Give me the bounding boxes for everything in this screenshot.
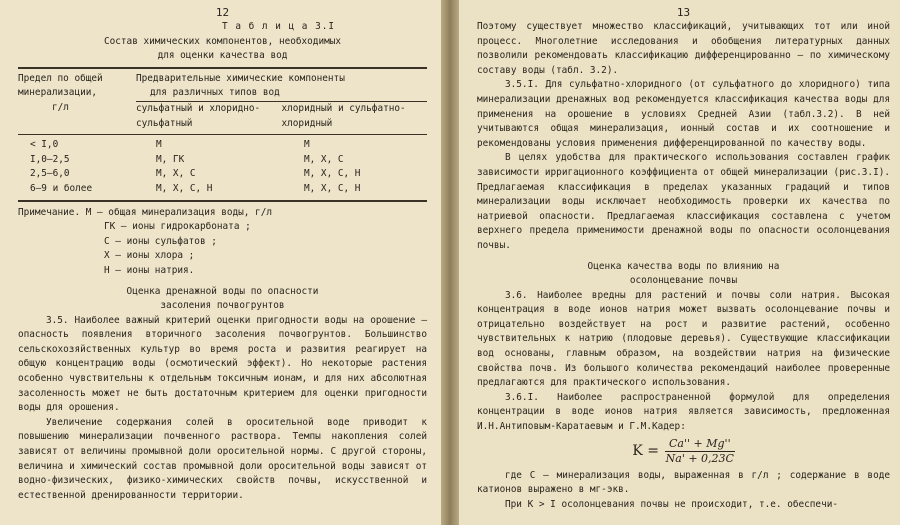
table-note (18, 206, 427, 279)
table-row (18, 167, 427, 182)
table-row (18, 138, 427, 153)
paragraph: В целях удобства для практического использования составлен график зависимости ирригационного коэффициента от общей минерализации (рис.3.I). Предлагаемая классификация в пределах указанных градаций и типов минерализации воды исключает необходимость проверки их качества по натриевой опасности. Предлагаемая классификация составлена с учетом верхнего предела применимости дренажной воды по опасности осолонцевания почвы. (477, 152, 890, 251)
page-number-left: 12 (215, 6, 230, 19)
table-bottom-rule (18, 200, 427, 202)
cell-sulfate: М (156, 139, 162, 151)
cell-chloride: М (304, 139, 310, 151)
table-header (18, 72, 427, 131)
page-number-right: 13 (676, 6, 691, 19)
paragraph: 3.5. Наиболее важный критерий оценки пригодности воды на орошение – опасность появления вторичного засоления почвогрунтов. Большинство сельскохозяйственных культур во время роста и развития реагирует на общую концентрацию воды (осмотический эффект). Но некоторые растения особенно чувствительны к отдельным токсичным ионам, и для них абсолютная засоленность может не быть достаточным критерием для оценки пригодности воды для орошения. (18, 314, 427, 414)
section-title-line2: осолонцевание почвы (629, 275, 738, 287)
header-col1-line3: г/л (52, 101, 69, 113)
paragraph: При К > I осолонцевания почвы не происходит, т.е. обеспечи- (505, 498, 839, 510)
cell-range: 6–9 и более (30, 182, 93, 194)
section-title-line1: Оценка дренажной воды по опасности (126, 285, 319, 297)
header-col2-line2: для различных типов вод (150, 87, 280, 99)
book-spine (441, 0, 459, 525)
formula-denominator: Na' + 0,23C (665, 452, 734, 466)
cell-chloride: М, Х, С (304, 153, 344, 165)
header-col1-line2: минерализации, (18, 87, 98, 99)
cell-chloride: М, Х, С, Н (304, 168, 361, 180)
table-caption-line1: Состав химических компонентов, необходимых (103, 35, 342, 47)
header-col2-line1: Предварительные химические компоненты (136, 72, 345, 84)
formula (477, 437, 890, 467)
left-page (0, 0, 441, 525)
cell-range: < I,0 (30, 139, 59, 151)
cell-chloride: М, Х, С, Н (304, 182, 361, 194)
note-line: Х – ионы хлора ; (104, 250, 195, 262)
cell-range: 2,5–6,0 (30, 168, 70, 180)
section-title-line1: Оценка качества воды по влиянию на (587, 260, 780, 272)
table-body (18, 138, 427, 196)
note-line: Примечание. М – общая минерализация воды, г/л (18, 206, 272, 218)
table-row (18, 153, 427, 168)
note-line: ГК – ионы гидрокарбоната ; (104, 221, 251, 233)
table-label: Т а б л и ц а 3.I (222, 21, 335, 32)
right-page (459, 0, 900, 525)
header-subcols (136, 101, 427, 131)
table-row (18, 182, 427, 197)
paragraph: 3.6. Наиболее вредны для растений и почвы соли натрия. Высокая концентрация в воде ионов натрия может вызвать осолонцевание почвы и отрицательно воздействует на рост и развитие растений, особенно чувствительных к натрию (плодовые деревья). Существующие классификации вод основаны, главным образом, на воздействии натрия на физические свойства почв. Из большого количества рекомендаций наиболее проверенные предлагаются для практического использования. (477, 289, 890, 389)
table-header-rule (18, 134, 427, 135)
section-title-line2: засоления почвогрунтов (160, 300, 285, 312)
formula-numerator: Ca'' + Mg'' (665, 437, 735, 453)
header-col1 (18, 72, 136, 131)
header-col1-line1: Предел по общей (18, 72, 103, 84)
header-sub1: сульфатный и хлоридно- сульфатный (136, 102, 261, 129)
cell-sulfate: М, ГК (156, 153, 185, 165)
note-line: Н – ионы натрия. (104, 264, 195, 276)
formula-fraction (665, 437, 735, 467)
table-top-rule (18, 67, 427, 69)
cell-sulfate: М, Х, С, Н (156, 182, 213, 194)
cell-range: I,0–2,5 (30, 153, 70, 165)
formula-k: K = (632, 443, 660, 460)
table-caption-line2: для оценки качества вод (157, 50, 288, 62)
cell-sulfate: М, Х, С (156, 168, 196, 180)
paragraph: 3.5.I. Для сульфатно-хлоридного (от сульфатного до хлоридного) типа минерализации дренажных вод рекомендуется классификация качества воды для применения на орошение в условиях Средней Азии (табл.3.2). В ней учитываются общая минерализация, ионный состав и их соотношение и рекомендованы условия применения дифференцированной по качеству воды. (477, 79, 890, 149)
paragraph: 3.6.I. Наиболее распространенной формулой для определения концентрации в воде ионов натрия является зависимость, предложенная И.Н.Антиповым-Каратаевым и Г.М.Кадер: (477, 391, 890, 433)
header-sub2: хлоридный и сульфатно- хлоридный (281, 102, 406, 129)
paragraph: Увеличение содержания солей в оросительной воде приводит к повышению минерализации почвенного раствора. Темпы накопления солей зависят от величины промывной доли оросительной нормы. С другой стороны, величина и химический состав промывной доли оросительной воды зависят от водно-физических, физико-химических свойств почвы, искусственной и естественной дренированности территории. (18, 416, 427, 501)
note-line: С – ионы сульфатов ; (104, 235, 217, 247)
paragraph: Поэтому существует множество классификаций, учитывающих тот или иной процесс. Многолетние исследования и обобщения литературных данных позволили рекомендовать классификацию дифференцированно – по химическому составу воды (табл. 3.2). (477, 21, 890, 76)
paragraph: где С – минерализация воды, выраженная в г/л ; содержание в воде катионов выражено в мг-экв. (477, 469, 890, 496)
header-col2 (136, 72, 427, 131)
